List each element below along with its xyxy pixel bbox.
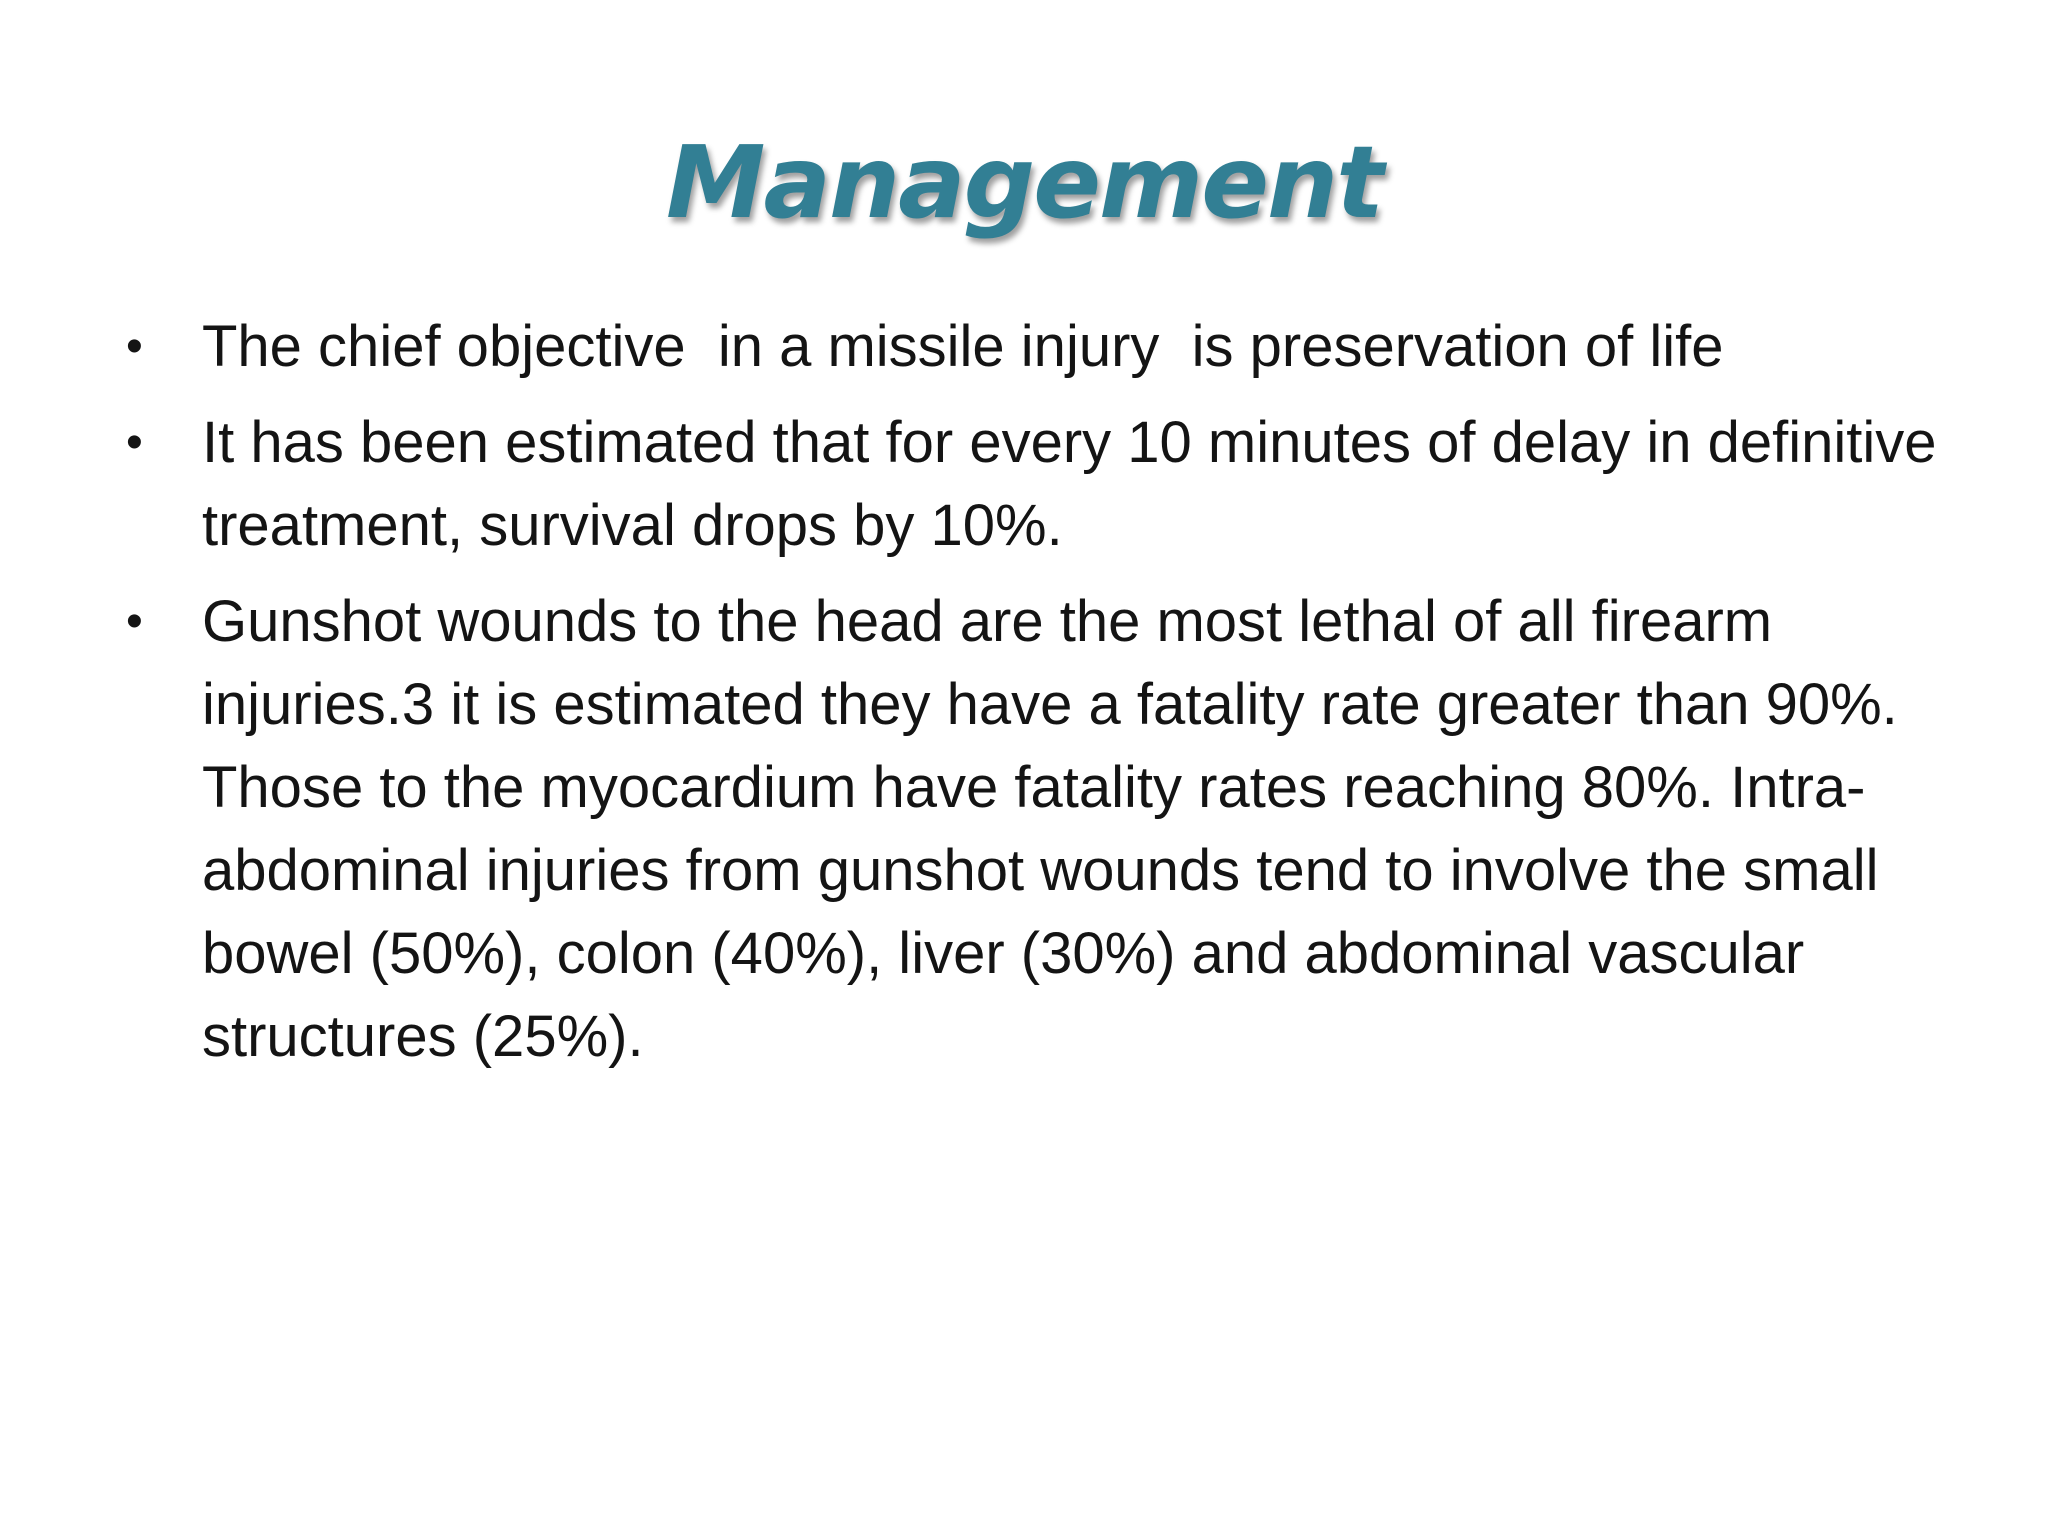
bullet-item bbox=[122, 305, 1972, 388]
slide-title: Management bbox=[665, 124, 1383, 241]
bullet-item bbox=[122, 401, 1972, 567]
bullet-text: It has been estimated that for every 10 minutes of delay in definitive treatment, survival drops by 10%. bbox=[202, 410, 1937, 558]
bullet-text: Gunshot wounds to the head are the most lethal of all firearm injuries.3 it is estimated they have a fatality rate greater than 90%. Those to the myocardium have fatality rates reaching 80%. Intra-abdominal injuries from gunshot wounds tend to involve the small bowel (50%), colon (40%), liver (30%) and abdominal vascular structures (25%). bbox=[202, 589, 1898, 1069]
bullet-dot-icon: • bbox=[126, 416, 143, 469]
bullet-text: The chief objective in a missile injury is preservation of life bbox=[202, 314, 1724, 379]
bullet-item bbox=[122, 580, 1972, 1078]
bullet-list bbox=[122, 305, 1972, 1091]
bullet-dot-icon: • bbox=[126, 595, 143, 648]
bullet-dot-icon: • bbox=[126, 320, 143, 373]
